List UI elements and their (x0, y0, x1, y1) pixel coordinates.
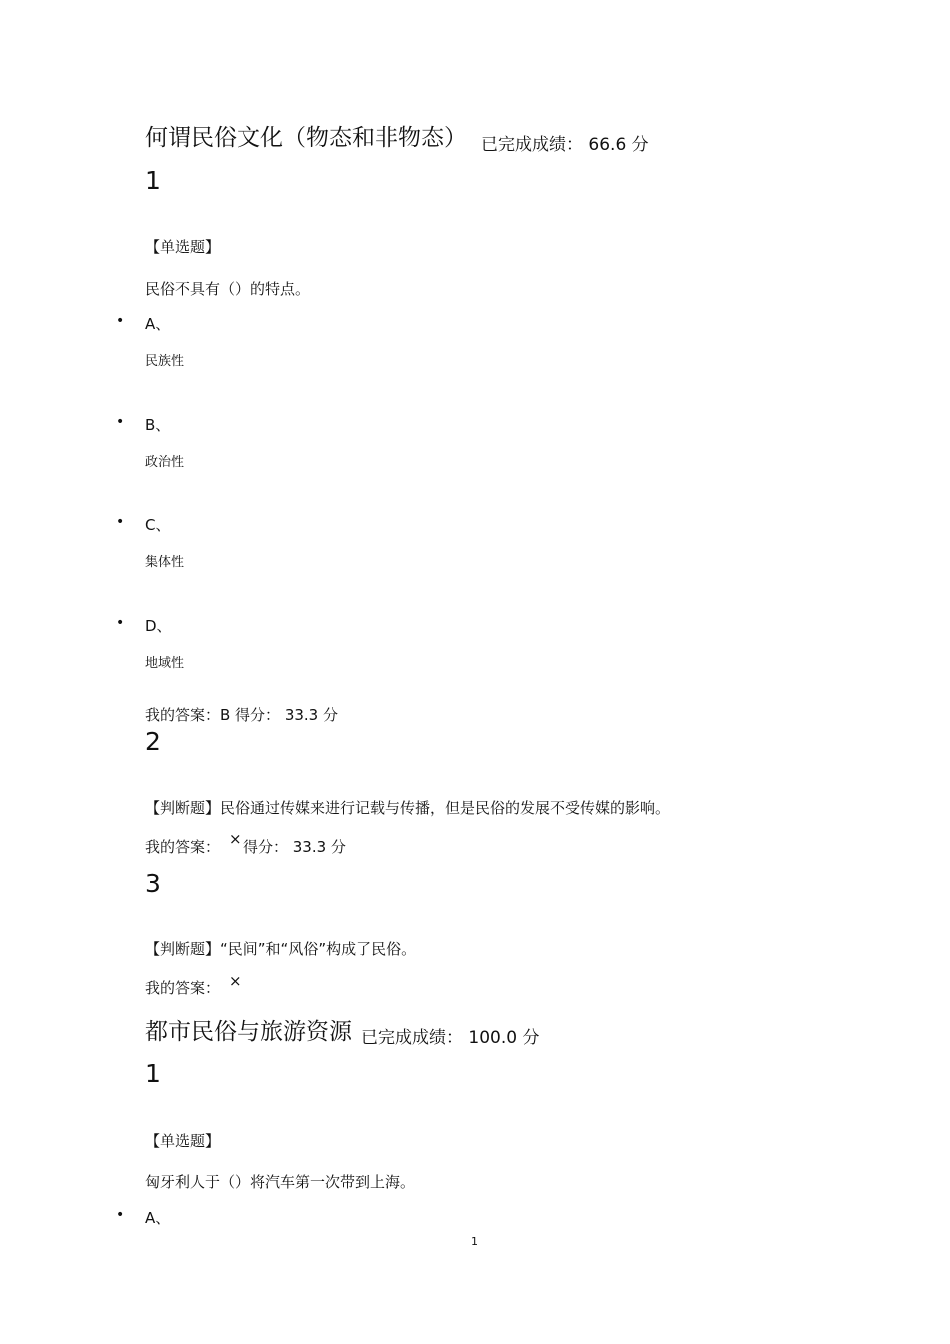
option-text: 政治性 (145, 455, 185, 470)
section-title: 何谓民俗文化（物态和非物态） (145, 125, 467, 151)
my-answer-label: 我的答案： (145, 838, 221, 856)
bullet-icon: • (116, 615, 125, 631)
option-text: 民族性 (145, 354, 185, 369)
option-text: 集体性 (145, 555, 185, 570)
option-letter[interactable]: A、 (145, 1209, 171, 1227)
question-text: 【判断题】“民间”和“风俗”构成了民俗。 (145, 940, 417, 958)
bullet-icon: • (116, 1207, 125, 1223)
bullet-icon: • (116, 313, 125, 329)
section-score: 已完成成绩： 66.6 分 (481, 135, 649, 155)
option-letter[interactable]: B、 (145, 416, 171, 434)
my-answer-label: 我的答案： (145, 979, 221, 997)
question-number: 3 (145, 869, 161, 898)
section-score: 已完成成绩： 100.0 分 (361, 1028, 540, 1048)
my-answer: 我的答案：B 得分： 33.3 分 (145, 706, 338, 724)
question-type: 【单选题】 (145, 1132, 221, 1150)
cross-icon: × (229, 830, 242, 848)
question-number: 1 (145, 1059, 161, 1088)
question-text: 【判断题】民俗通过传媒来进行记载与传播，但是民俗的发展不受传媒的影响。 (145, 799, 671, 817)
option-letter[interactable]: A、 (145, 315, 171, 333)
question-number: 1 (145, 166, 161, 195)
option-letter[interactable]: C、 (145, 516, 171, 534)
answer-score: 得分： 33.3 分 (243, 838, 346, 856)
option-text: 地域性 (145, 656, 185, 671)
bullet-icon: • (116, 514, 125, 530)
question-number: 2 (145, 727, 161, 756)
question-type: 【单选题】 (145, 238, 221, 256)
cross-icon: × (229, 972, 242, 990)
question-text: 民俗不具有（）的特点。 (145, 280, 311, 298)
bullet-icon: • (116, 414, 125, 430)
option-letter[interactable]: D、 (145, 617, 172, 635)
section-title: 都市民俗与旅游资源 (145, 1019, 352, 1045)
page-number: 1 (471, 1235, 478, 1248)
question-text: 匈牙利人于（）将汽车第一次带到上海。 (145, 1173, 416, 1191)
